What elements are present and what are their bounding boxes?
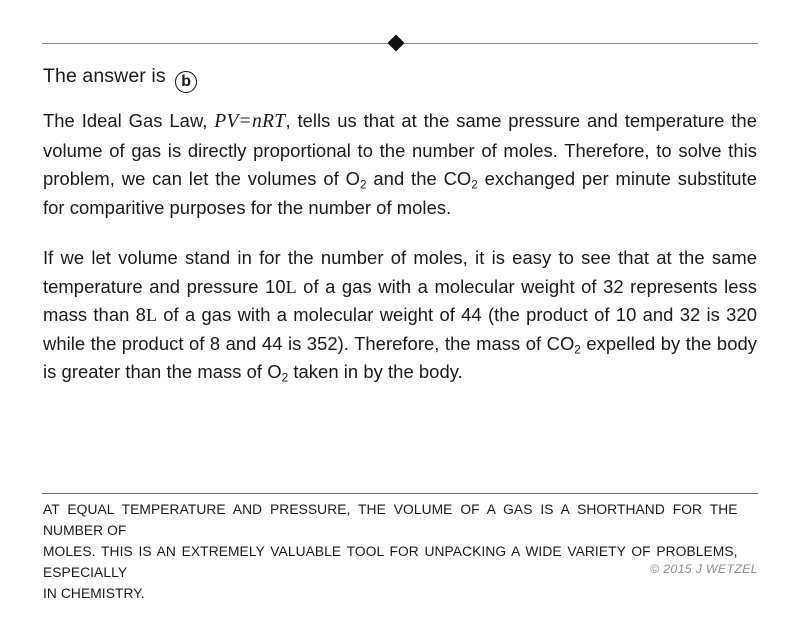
paragraph-1-oxygen-subscript: 2 <box>359 178 367 192</box>
copyright-notice: © 2015 J WETZEL <box>650 562 758 576</box>
paragraph-2-part-2: of a gas with a molecular weight of 32 represents less mass than 8 <box>43 275 757 325</box>
explanation-paragraph-2 <box>43 244 757 387</box>
paragraph-2-part-5: taken in by the body. <box>288 361 463 382</box>
paragraph-2-oxygen: O <box>267 361 282 382</box>
paragraph-1-carbon-dioxide-subscript: 2 <box>471 178 478 192</box>
formula-nrt: nRT <box>252 111 286 132</box>
paragraph-2-part-1: If we let volume stand in for the number of moles, it is easy to see that at the same temperature and pressure 10 <box>43 247 757 297</box>
paragraph-2-part-3: of a gas with a molecular weight of 44 (the product of 10 and 32 is 320 while the product of 8 and 44 is 352). Therefore, the mass of <box>43 304 758 354</box>
paragraph-1-part-1: The Ideal Gas Law, <box>43 110 215 131</box>
paragraph-2-unit-liters-1: L <box>285 276 297 297</box>
footnote-line-2: MOLES. THIS IS AN EXTREMELY VALUABLE TOOL FOR UNPACKING A WIDE VARIETY OF PROBLEMS, ESPECIALLY <box>43 544 738 581</box>
paragraph-2-unit-liters-2: L <box>145 305 157 325</box>
paragraph-2-part-4: expelled by the body is greater than the mass of <box>43 332 757 382</box>
paragraph-1-part-2: , tells us that at the same pressure and temperature the volume of gas is directly proportional to the number of moles. Therefore, to solve this problem, we can let the volumes of <box>43 110 757 189</box>
answer-prefix-label: The answer is <box>43 65 166 87</box>
footnote-line-1: AT EQUAL TEMPERATURE AND PRESSURE, THE VOLUME OF A GAS IS A SHORTHAND FOR THE NUMBER OF <box>43 502 738 539</box>
formula-pv: PV <box>214 111 239 132</box>
paragraph-1-part-4: exchanged per minute substitute for comparitive purposes for the number of moles. <box>43 168 757 218</box>
ideal-gas-law-formula <box>214 111 285 132</box>
diamond-ornament-icon <box>388 35 405 52</box>
answer-line <box>43 63 197 93</box>
paragraph-2-carbon-dioxide-subscript: 2 <box>574 342 581 356</box>
paragraph-2-carbon-dioxide: CO <box>546 332 575 354</box>
top-divider <box>42 36 758 52</box>
formula-equals: = <box>239 111 252 132</box>
explanation-paragraph-1 <box>43 107 757 222</box>
paragraph-2-oxygen-subscript: 2 <box>281 371 289 385</box>
footnote-block <box>43 500 738 605</box>
paragraph-1-part-3: and the <box>366 168 444 189</box>
answer-choice-badge: b <box>175 71 197 93</box>
explanation-body <box>43 107 757 387</box>
paragraph-1-oxygen: O <box>345 168 360 189</box>
footnote-line-3: IN CHEMISTRY. <box>43 586 145 602</box>
bottom-divider-line <box>42 493 758 494</box>
paragraph-1-carbon-dioxide: CO <box>443 168 472 189</box>
